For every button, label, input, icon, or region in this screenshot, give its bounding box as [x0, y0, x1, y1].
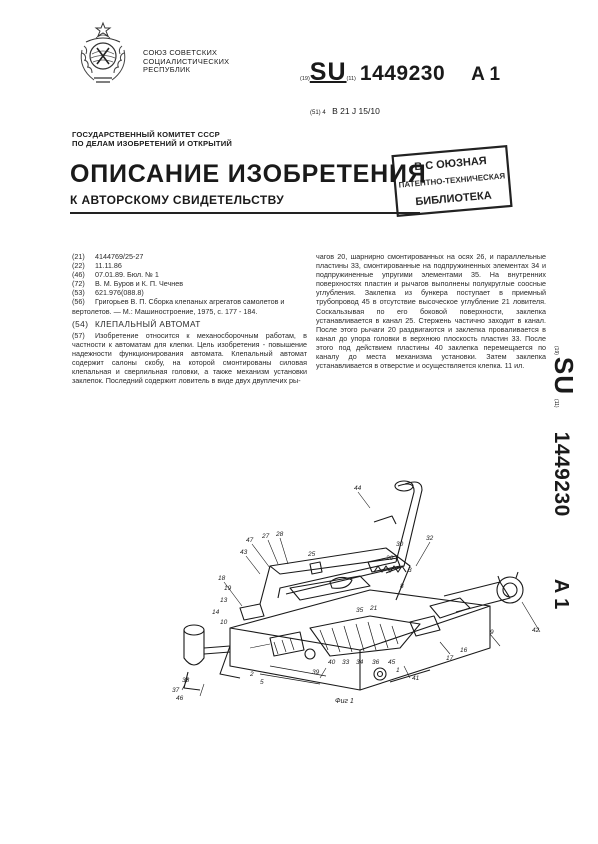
ussr-emblem [72, 20, 134, 86]
invention-title-text: КЛЕПАЛЬНЫЙ АВТОМАТ [95, 318, 201, 329]
biblio-entry [72, 261, 307, 270]
figure-label: 18 [218, 575, 226, 582]
figure-label: 8 [400, 583, 404, 590]
ipc-value: B 21 J 15/10 [332, 106, 380, 116]
biblio-value: 11.11.86 [95, 261, 122, 271]
stamp-line-2: ПАТЕНТНО-ТЕХНИЧЕСКАЯ [398, 171, 506, 190]
figure-label: 1 [396, 667, 400, 674]
issuing-union [143, 49, 229, 75]
inid-code: (53) [72, 288, 85, 298]
figure-label: 34 [356, 659, 364, 666]
inid-code: (46) [72, 270, 85, 280]
figure-label: 38 [182, 677, 190, 684]
figure-label: 33 [342, 659, 350, 666]
inid-code: (56) [72, 297, 85, 307]
inid-code: (21) [72, 252, 85, 261]
biblio-entry [72, 252, 307, 261]
biblio-entry [72, 288, 307, 297]
figure-label: 25 [308, 551, 316, 558]
figure-label: 3 [408, 567, 412, 574]
figure-label: 21 [370, 605, 378, 612]
stamp-line-1: В С ОЮЗНАЯ [413, 154, 488, 174]
side-kind: A 1 [550, 578, 572, 610]
inid-code: (72) [72, 279, 85, 289]
side-number: 1449230 [550, 431, 573, 517]
ipc-classification [310, 106, 380, 116]
abstract-continuation: чагов 20, шарнирно смонтированных на осях 26, и параллельные пластины 33, смонтированные на подпружиненных элементах 34 и подпружиненные упругими элементами 35. На внутренних поверхностях пластин и рычагов выполнены полукруглые соосные углубления. Заклепка из бункера поступает в приемный трубопровод 45 в отсутствие высоческое углубление 21 ловителя. Соскальзывая по его боковой поверхности, заклепка устанавливается в канал 25. Стержень частично заходит в канал. После этого рычаги 20 раздвигаются и заклепка проваливается в канал до упора головки в верхнюю плоскость пластин 33. После этого под действием пластины 40 заклепка перемещается по каналу до места механизма установки. Затем заклепка устанавливается в отверстие и осуществляется клепка. 11 ил. [316, 252, 546, 371]
figure-label: 41 [412, 675, 420, 682]
figure-label: 17 [446, 655, 454, 662]
inid-code: (57) [72, 330, 85, 340]
inid-code: (22) [72, 261, 85, 271]
biblio-entry [72, 297, 307, 315]
stamp-line-3: БИБЛИОТЕКА [415, 189, 493, 209]
document-title: ОПИСАНИЕ ИЗОБРЕТЕНИЯ [70, 160, 427, 188]
state-committee [72, 130, 232, 148]
figure-label: 27 [262, 533, 270, 540]
figure-label: 14 [212, 609, 220, 616]
biblio-value: 621.976(088.8) [95, 288, 144, 298]
figure-label: 46 [176, 695, 184, 702]
kind-code: A 1 [471, 64, 501, 85]
document-subtitle: К АВТОРСКОМУ СВИДЕТЕЛЬСТВУ [70, 193, 285, 207]
figure-label: 44 [354, 485, 362, 492]
bibliographic-data [72, 252, 307, 385]
inid-code-11: (11) [346, 76, 356, 82]
figure-label: 47 [246, 537, 254, 544]
figure-label: 39 [312, 669, 320, 676]
committee-line-2: ПО ДЕЛАМ ИЗОБРЕТЕНИЙ И ОТКРЫТИЙ [72, 139, 233, 148]
union-line-1: СОЮЗ СОВЕТСКИХ [143, 48, 218, 57]
ipc-code: (51) 4 [310, 110, 326, 116]
figure-label: 20 [386, 555, 394, 562]
figure-label: 36 [372, 659, 380, 666]
inid-code-19: (19) [300, 76, 310, 82]
side-patent-number [549, 346, 579, 691]
figure-label: 40 [328, 659, 336, 666]
figure-label: 45 [388, 659, 396, 666]
figure-label: 37 [172, 687, 180, 694]
country-code: SU [309, 58, 347, 86]
biblio-entry [72, 270, 307, 279]
invention-title [72, 320, 307, 329]
abstract-text: Изобретение относится к механосборочным работам, в частности к автоматам для клепки. Цель изобретения - повышение надежности функционирования автомата. Клепальный автомат содержит салоны скобу, на которой смонтированы силовая клепальная и сверлильная головки, а также механизм установки заклепок. Последний содержит ловитель в виде двух двуплечих ры- [72, 330, 307, 386]
biblio-value: В. М. Буров и К. П. Чечнев [95, 279, 184, 289]
figure-label: 30 [396, 541, 404, 548]
union-line-3: РЕСПУБЛИК [143, 65, 191, 75]
technical-drawing [160, 478, 550, 710]
figure-label: 19 [224, 585, 232, 592]
figure-label: 35 [356, 607, 364, 614]
figure-label: 2 [250, 671, 254, 678]
title-rule [70, 212, 420, 214]
figure-label: 13 [220, 597, 228, 604]
union-line-2: СОЦИАЛИСТИЧЕСКИХ [143, 56, 230, 66]
figure-caption: Фиг 1 [335, 698, 354, 705]
abstract [72, 331, 307, 386]
side-inid-11: (11) [553, 399, 559, 408]
side-country: SU [549, 356, 579, 396]
figure-label: 42 [532, 627, 540, 634]
side-inid-19: (19) [553, 346, 559, 355]
publication-number [300, 58, 500, 87]
committee-line-1: ГОСУДАРСТВЕННЫЙ КОМИТЕТ СССР [72, 130, 220, 139]
figure-label: 43 [240, 549, 248, 556]
figure-label: 10 [220, 619, 228, 626]
figure-label: 28 [276, 531, 284, 538]
biblio-value: 4144769/25-27 [95, 252, 144, 261]
biblio-value: 07.01.89. Бюл. № 1 [95, 270, 159, 280]
biblio-value: Григорьев В. П. Сборка клепаных агрегатов самолетов и вертолетов. — М.: Машиностроение, 1975, с. 177 - 184. [72, 297, 285, 316]
figure-label: 9 [490, 629, 494, 636]
figure-label: 5 [260, 679, 264, 686]
biblio-entry [72, 279, 307, 288]
figure-label: 32 [426, 535, 434, 542]
figure-label: 16 [460, 647, 468, 654]
patent-number: 1449230 [359, 62, 446, 85]
inid-code: (54) [72, 318, 89, 329]
